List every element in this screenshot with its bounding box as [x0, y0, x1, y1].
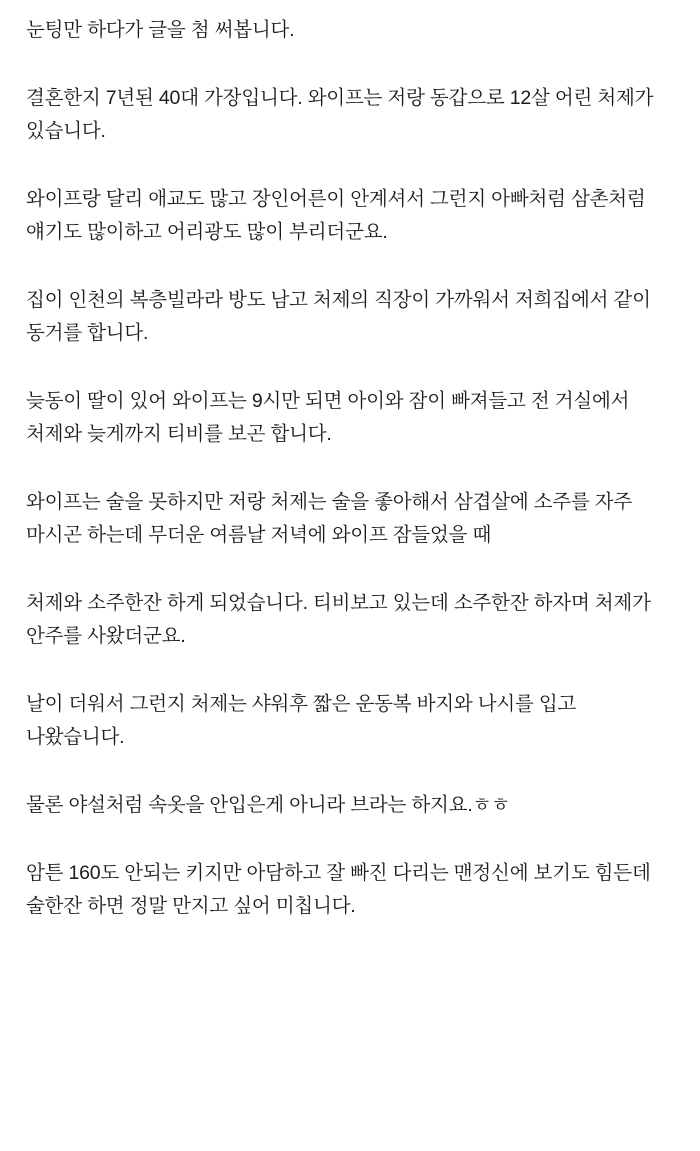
paragraph: 날이 더워서 그런지 처제는 샤워후 짧은 운동복 바지와 나시를 입고 나왔습니다. [26, 692, 582, 749]
paragraph: 눈팅만 하다가 글을 첨 써봅니다. [26, 19, 295, 41]
paragraph: 물론 야설처럼 속옷을 안입은게 아니라 브라는 하지요.ㅎㅎ [26, 793, 510, 816]
paragraph: 암튼 160도 안되는 키지만 아담하고 잘 빠진 다리는 맨정신에 보기도 힘든데 술한잔 하면 정말 만지고 싶어 미칩니다. [26, 861, 656, 918]
paragraph: 늦동이 딸이 있어 와이프는 9시만 되면 아이와 잠이 빠져들고 전 거실에서 처제와 늦게까지 티비를 보곤 합니다. [26, 389, 635, 446]
paragraph: 와이프는 술을 못하지만 저랑 처제는 술을 좋아해서 삼겹살에 소주를 자주 마시곤 하는데 무더운 여름날 저녁에 와이프 잠들었을 때 [26, 490, 638, 547]
paragraph: 와이프랑 달리 애교도 많고 장인어른이 안계셔서 그런지 아빠처럼 삼촌처럼 얘기도 많이하고 어리광도 많이 부리더군요. [26, 187, 651, 244]
paragraph: 결혼한지 7년된 40대 가장입니다. 와이프는 저랑 동갑으로 12살 어린 처제가 있습니다. [26, 86, 659, 143]
paragraph: 처제와 소주한잔 하게 되었습니다. 티비보고 있는데 소주한잔 하자며 처제가 안주를 사왔더군요. [26, 591, 656, 648]
paragraph: 집이 인천의 복층빌라라 방도 남고 처제의 직장이 가까워서 저희집에서 같이 동거를 합니다. [26, 288, 656, 345]
